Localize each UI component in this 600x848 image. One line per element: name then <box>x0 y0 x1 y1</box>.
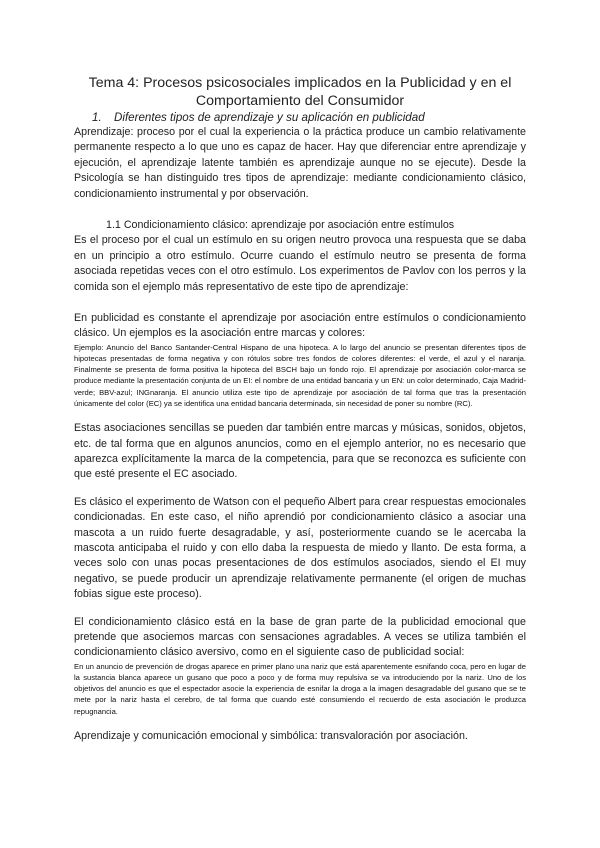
paragraph-watson: Es clásico el experimento de Watson con el pequeño Albert para crear respuestas emocionales condicionadas. En este caso, el niño aprendió por condicionamiento clásico a asociar una mascota a un ruido fuerte desagradable, y así, posteriormente cuando se le acercaba la mascota anticipaba el ruido y con ello daba la respuesta de miedo y llanto. De esta forma, a veces solo con unas pocas presentaciones de dos estímulos asociados, siendo el EI muy negativo, se puede producir un aprendizaje relativamente permanente (el origen de muchas fobias sigue este proceso). <box>74 495 526 601</box>
paragraph-aprendizaje: Aprendizaje: proceso por el cual la experiencia o la práctica produce un cambio relativamente permanente respecto a lo que uno es capaz de hacer. Hay que diferenciar entre aprendizaje y ejecución, el aprendizaje latente también es aprendizaje aunque no se ejecute). Desde la Psicología se han distinguido tres tipos de aprendizaje: mediante condicionamiento clásico, condicionamiento instrumental y por observación. <box>74 126 526 200</box>
paragraph-transvaloracion: Aprendizaje y comunicación emocional y simbólica: transvaloración por asociación. <box>74 729 468 742</box>
section-heading <box>92 111 526 125</box>
example-drogas: En un anuncio de prevención de drogas aparece en primer plano una nariz que está aparentemente esnifando coca, pero en lugar de la sustancia blanca aparece un gusano que poco a poco y de forma muy repulsiva se va introduciendo por la nariz. Uno de los objetivos del anuncio es que el espectador asocie la experiencia de esnifar la droga a la imagen desagradable del gusano que se te mete por la nariz hasta el cerebro, de tal forma que cuando esté consumiendo el recuerdo de esta asociación le produzca repugnancia. <box>74 661 526 716</box>
document-title <box>74 74 526 110</box>
title-line-2: Comportamiento del Consumidor <box>195 93 405 109</box>
document-page <box>74 74 526 744</box>
example-hipoteca: Ejemplo: Anuncio del Banco Santander-Central Hispano de una hipoteca. A lo largo del anuncio se presentan diferentes tipos de hipotecas presentadas de forma negativa y con rótulos sobre tres fondos de colores diferentes: el verde, el azul y el naranja. Finalmente se presenta de forma positiva la hipoteca del BSCH bajo un fondo rojo. El aprendizaje por asociación color-marca se produce mediante la presentación conjunta de un EI: el nombre de una entidad bancaria y un EN: un color determinado, Caja Madrid-verde; BBV-azul; INGnaranja. El anuncio utiliza este tipo de aprendizaje por asociación de tal forma que tras la presentación únicamente del color (EC) ya se identifica una entidad bancaria determinada, sin necesidad de poner su nombre (RC). <box>74 342 526 408</box>
paragraph-musicas: Estas asociaciones sencillas se pueden dar también entre marcas y músicas, sonidos, objetos, etc. de tal forma que en algunos anuncios, como en el ejemplo anterior, no es necesario que aparezca explícitamente la marca de la competencia, para que se reconozca es suficiente con que esté presente el EC asociado. <box>74 422 526 481</box>
paragraph-emocional: El condicionamiento clásico está en la base de gran parte de la publicidad emocional que pretende que asociemos marcas con sensaciones agradables. A veces se utiliza también el condicionamiento clásico aversivo, como en el siguiente caso de publicidad social: <box>74 615 526 659</box>
paragraph-proceso: Es el proceso por el cual un estímulo en su origen neutro provoca una respuesta que se daba en un principio a otro estímulo. Ocurre cuando el estímulo neutro se presenta de forma asociada repetidas veces con el otro estímulo. Los experimentos de Pavlov con los perros y la comida son el ejemplo más representativo de este tipo de aprendizaje: <box>74 234 526 293</box>
section-title: Diferentes tipos de aprendizaje y su aplicación en publicidad <box>114 111 425 124</box>
section-number: 1. <box>92 111 102 124</box>
title-line-1: Tema 4: Procesos psicosociales implicados en la Publicidad y en el <box>88 75 512 91</box>
paragraph-publicidad: En publicidad es constante el aprendizaje por asociación entre estímulos o condicionamiento clásico. Un ejemplos es la asociación entre marcas y colores: <box>74 312 526 340</box>
subsection-heading: 1.1 Condicionamiento clásico: aprendizaje por asociación entre estímulos <box>106 219 455 232</box>
